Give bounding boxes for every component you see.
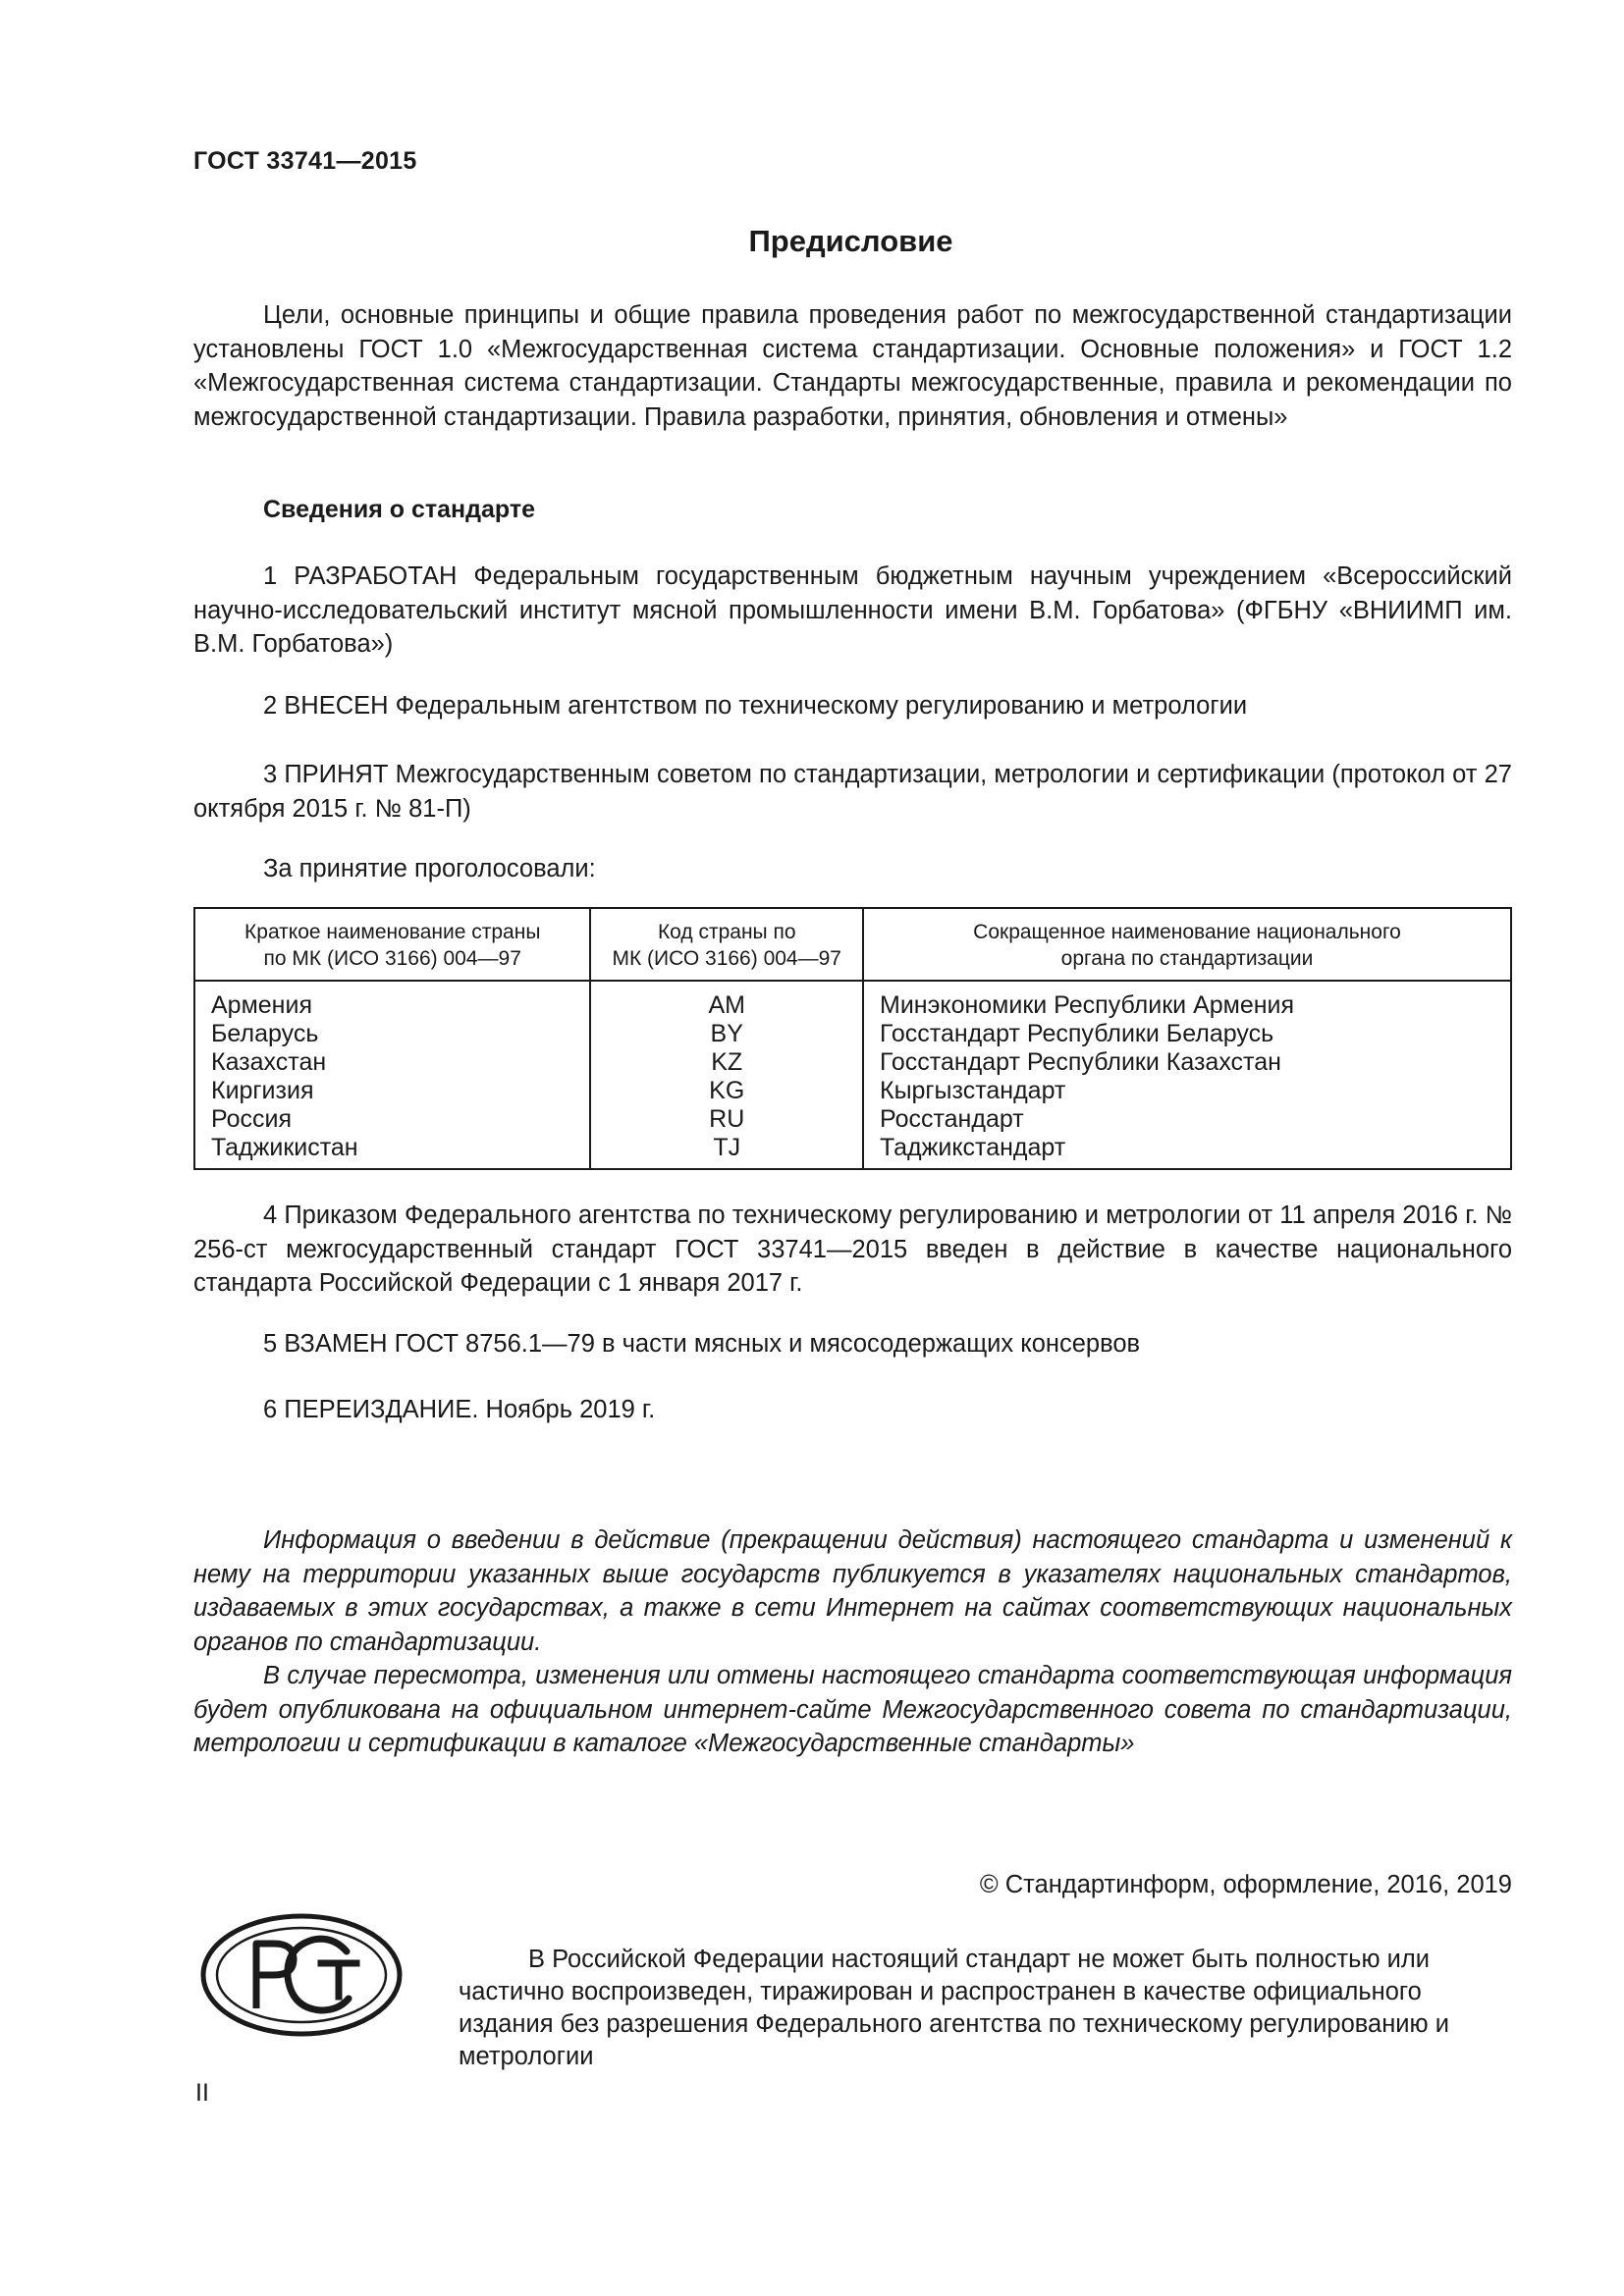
item-1 [193, 560, 1512, 662]
voted-label: За принятие проголосовали: [263, 855, 596, 882]
item-6: 6 ПЕРЕИЗДАНИЕ. Ноябрь 2019 г. [263, 1396, 656, 1423]
item-2: 2 ВНЕСЕН Федеральным агентством по техническому регулированию и метрологии [263, 692, 1248, 720]
copyright-line: © Стандартинформ, оформление, 2016, 2019 [979, 1871, 1512, 1898]
page-number: II [195, 2079, 209, 2107]
body-cell: Минэкономики Республики Армения [863, 981, 1511, 1020]
standard-code: ГОСТ 33741—2015 [193, 147, 417, 175]
table-header-row [194, 908, 1511, 981]
code-cell: RU [590, 1105, 863, 1134]
header-national-body: Сокращенное наименование национального органа по стандартизации [863, 908, 1511, 981]
country-cell: Армения [194, 981, 590, 1020]
info-heading: Сведения о стандарте [263, 496, 536, 523]
intro-text: Цели, основные принципы и общие правила проведения работ по межгосударственной стандартизации установлены ГОСТ 1.0 «Межгосударственная система стандартизации. Основные положения» и ГОСТ 1.2 «Межгосударственная система стандартизации. Стандарты межгосударственные, правила и рекомендации по межгосударственной стандартизации. Правила разработки, принятия, обновления и отмены» [193, 301, 1512, 431]
copyright-notice-text: В Российской Федерации настоящий стандарт не может быть полностью или частично воспроизведен, тиражирован и распространен в качестве официального издания без разрешения Федерального агентства по техническому регулированию и метрологии [459, 1946, 1449, 2070]
body-cell: Росстандарт [863, 1105, 1511, 1134]
table-row [194, 1020, 1511, 1048]
body-cell: Кыргызстандарт [863, 1077, 1511, 1105]
country-cell: Беларусь [194, 1020, 590, 1048]
table-row [194, 1105, 1511, 1134]
country-cell: Россия [194, 1105, 590, 1134]
body-cell: Госстандарт Республики Казахстан [863, 1048, 1511, 1077]
italic-revision-text: В случае пересмотра, изменения или отмены настоящего стандарта соответствующая информация будет опубликована на официальном интернет-сайте Межгосударственного совета по стандартизации, метрологии и сертификации в каталоге «Межгосударственные стандарты» [193, 1662, 1512, 1757]
italic-revision-paragraph [193, 1659, 1512, 1761]
country-cell: Казахстан [194, 1048, 590, 1077]
code-cell: AM [590, 981, 863, 1020]
code-cell: BY [590, 1020, 863, 1048]
country-cell: Киргизия [194, 1077, 590, 1105]
copyright-notice [459, 1944, 1512, 2073]
voting-table [193, 907, 1512, 1170]
body-cell: Таджикстандарт [863, 1134, 1511, 1169]
header-country-name: Краткое наименование страны по МК (ИСО 3166) 004—97 [194, 908, 590, 981]
page-title: Предисловие [748, 224, 953, 258]
table-row [194, 1077, 1511, 1105]
item-4 [193, 1199, 1512, 1301]
item-3 [193, 758, 1512, 826]
header-country-code: Код страны по МК (ИСО 3166) 004—97 [590, 908, 863, 981]
table-row [194, 1048, 1511, 1077]
item-3-text: 3 ПРИНЯТ Межгосударственным советом по стандартизации, метрологии и сертификации (протокол от 27 октября 2015 г. № 81-П) [193, 761, 1512, 823]
rst-certification-mark-icon [199, 1912, 404, 2038]
item-5: 5 ВЗАМЕН ГОСТ 8756.1—79 в части мясных и мясосодержащих консервов [263, 1330, 1141, 1358]
country-cell: Таджикистан [194, 1134, 590, 1169]
table-row [194, 1134, 1511, 1169]
italic-info-text: Информация о введении в действие (прекращении действия) настоящего стандарта и изменений к нему на территории указанных выше государств публикуется в указателях национальных стандартов, издаваемых в этих государствах, а также в сети Интернет на сайтах соответствующих национальных органов по стандартизации. [193, 1526, 1512, 1656]
code-cell: KG [590, 1077, 863, 1105]
code-cell: KZ [590, 1048, 863, 1077]
intro-paragraph [193, 298, 1512, 434]
italic-info-paragraph [193, 1523, 1512, 1659]
body-cell: Госстандарт Республики Беларусь [863, 1020, 1511, 1048]
code-cell: TJ [590, 1134, 863, 1169]
item-1-text: 1 РАЗРАБОТАН Федеральным государственным бюджетным научным учреждением «Всероссийский научно-исследовательский институт мясной промышленности имени В.М. Горбатова» (ФГБНУ «ВНИИМП им. В.М. Горбатова») [193, 562, 1512, 658]
table-row [194, 981, 1511, 1020]
item-4-text: 4 Приказом Федерального агентства по техническому регулированию и метрологии от 11 апреля 2016 г. № 256-ст межгосударственный стандарт ГОСТ 33741—2015 введен в действие в качестве национального стандарта Российской Федерации с 1 января 2017 г. [193, 1201, 1512, 1297]
